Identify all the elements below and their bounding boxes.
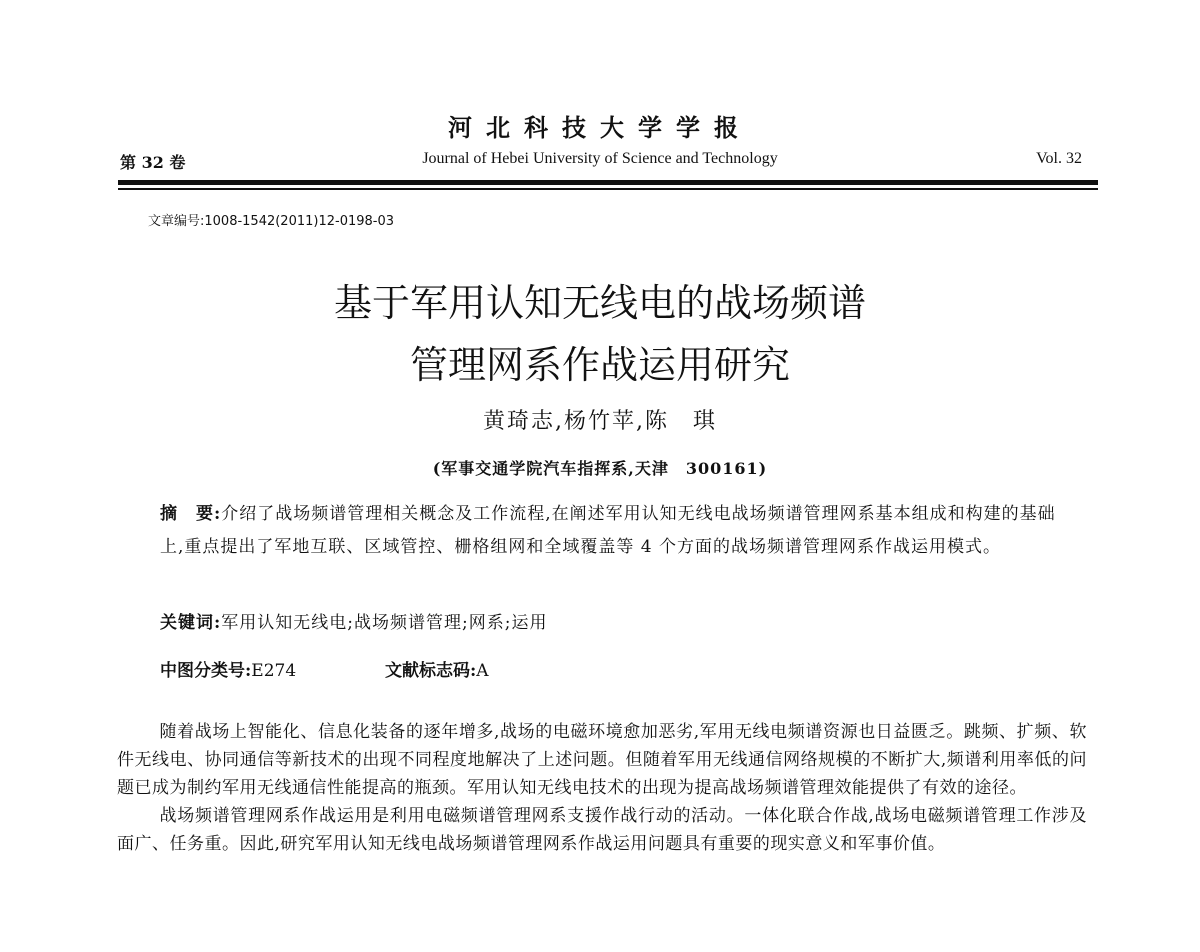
authors: 黄琦志,杨竹苹,陈 琪 [483,409,717,434]
body-paragraph-1: 随着战场上智能化、信息化装备的逐年增多,战场的电磁环境愈加恶劣,军用无线电频谱资源也日益匮乏。跳频、扩频、软件无线电、协同通信等新技术的出现不同程度地解决了上述问题。但随着军用无线通信网络规模的不断扩大,频谱利用率低的问题已成为制约军用无线通信性能提高的瓶颈。军用认知无线电技术的出现为提高战场频谱管理效能提供了有效的途径。 [117,722,1087,798]
keywords-text: 军用认知无线电;战场频谱管理;网系;运用 [221,613,548,633]
journal-name-cn: 河北科技大学学报 [448,113,752,142]
affiliation: (军事交通学院汽车指挥系,天津 300161) [432,459,768,478]
document-code-label: 文献标志码: [385,661,477,681]
journal-name-en: Journal of Hebei University of Science and Technology [422,150,778,167]
keywords-label: 关键词: [160,613,222,633]
title-line-1: 基于军用认知无线电的战场频谱 [333,281,866,325]
keywords [160,608,547,633]
document-code [385,656,489,681]
abstract [160,498,1060,564]
header-rule-thick [118,180,1098,185]
article-id: 文章编号:1008-1542(2011)12-0198-03 [148,214,395,229]
body-paragraph-2: 战场频谱管理网系作战运用是利用电磁频谱管理网系支援作战行动的活动。一体化联合作战,战场电磁频谱管理工作涉及面广、任务重。因此,研究军用认知无线电战场频谱管理网系作战运用问题具有重要的现实意义和军事价值。 [117,806,1087,854]
header-rule-thin [118,188,1098,190]
volume-cn: 第 32 卷 [120,153,186,172]
classification-value: E274 [251,661,297,681]
document-code-value: A [476,661,489,681]
body-text [117,718,1087,858]
classification [160,656,296,681]
classification-label: 中图分类号: [160,661,252,681]
abstract-text: 介绍了战场频谱管理相关概念及工作流程,在阐述军用认知无线电战场频谱管理网系基本组成和构建的基础上,重点提出了军地互联、区域管控、栅格组网和全域覆盖等 4 个方面的战场频谱管理网系作战运用模式。 [160,504,1056,557]
title-line-2: 管理网系作战运用研究 [409,343,790,387]
volume-en: Vol. 32 [1036,150,1082,167]
abstract-label: 摘 要: [160,504,222,524]
